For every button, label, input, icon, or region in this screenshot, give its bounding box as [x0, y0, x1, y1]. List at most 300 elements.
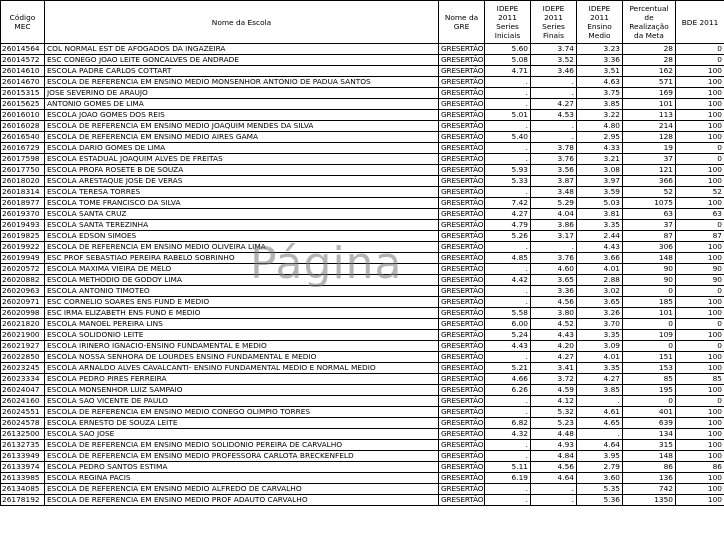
- cell-ideb-finais: 4.52: [531, 319, 577, 330]
- cell-ideb-medio: 3.35: [577, 330, 623, 341]
- header-ideb-medio: IDEPE 2011 Ensino Medio: [577, 1, 623, 44]
- cell-percentual: 121: [623, 165, 676, 176]
- cell-ideb-iniciais: 5.24: [485, 330, 531, 341]
- cell-ideb-iniciais: .: [485, 451, 531, 462]
- cell-code: 26017750: [1, 165, 45, 176]
- cell-gre: GRESERTÃO: [439, 44, 485, 55]
- cell-code: 26015315: [1, 88, 45, 99]
- cell-percentual: 0: [623, 396, 676, 407]
- cell-code: 26016010: [1, 110, 45, 121]
- cell-percentual: 52: [623, 187, 676, 198]
- cell-ideb-iniciais: .: [485, 77, 531, 88]
- cell-ideb-finais: 3.52: [531, 55, 577, 66]
- table-row: [1, 209, 724, 220]
- table-row: [1, 308, 724, 319]
- cell-code: 26019922: [1, 242, 45, 253]
- cell-percentual: 1075: [623, 198, 676, 209]
- cell-ideb-finais: 3.17: [531, 231, 577, 242]
- cell-ideb-medio: .: [577, 396, 623, 407]
- cell-school-name: ESCOLA MONSENHOR LUIZ SAMPAIO: [45, 385, 439, 396]
- table-row: [1, 55, 724, 66]
- cell-ideb-medio: 3.08: [577, 165, 623, 176]
- cell-percentual: 151: [623, 352, 676, 363]
- cell-ideb-finais: 3.72: [531, 374, 577, 385]
- cell-gre: GRESERTÃO: [439, 110, 485, 121]
- cell-ideb-finais: 4.60: [531, 264, 577, 275]
- cell-bde: 100: [676, 363, 724, 374]
- cell-ideb-medio: .: [577, 429, 623, 440]
- cell-ideb-medio: 2.44: [577, 231, 623, 242]
- cell-bde: 52: [676, 187, 724, 198]
- cell-ideb-medio: 4.65: [577, 418, 623, 429]
- cell-bde: 100: [676, 297, 724, 308]
- cell-ideb-medio: 3.85: [577, 385, 623, 396]
- cell-percentual: 90: [623, 264, 676, 275]
- cell-code: 26018020: [1, 176, 45, 187]
- cell-ideb-medio: 4.80: [577, 121, 623, 132]
- cell-code: 26132735: [1, 440, 45, 451]
- cell-school-name: ESCOLA TOME FRANCISCO DA SILVA: [45, 198, 439, 209]
- cell-bde: 100: [676, 110, 724, 121]
- cell-ideb-iniciais: .: [485, 484, 531, 495]
- cell-ideb-iniciais: 4.79: [485, 220, 531, 231]
- cell-gre: GRESERTÃO: [439, 495, 485, 506]
- cell-percentual: 85: [623, 374, 676, 385]
- cell-percentual: 742: [623, 484, 676, 495]
- cell-ideb-iniciais: 5.08: [485, 55, 531, 66]
- cell-code: 26020963: [1, 286, 45, 297]
- cell-school-name: ESCOLA SAO JOSE: [45, 429, 439, 440]
- cell-gre: GRESERTÃO: [439, 77, 485, 88]
- cell-gre: GRESERTÃO: [439, 396, 485, 407]
- table-row: [1, 66, 724, 77]
- cell-ideb-iniciais: 4.71: [485, 66, 531, 77]
- cell-code: 26020971: [1, 297, 45, 308]
- cell-ideb-iniciais: .: [485, 154, 531, 165]
- cell-gre: GRESERTÃO: [439, 429, 485, 440]
- cell-ideb-finais: 4.48: [531, 429, 577, 440]
- cell-percentual: 169: [623, 88, 676, 99]
- cell-percentual: 315: [623, 440, 676, 451]
- table-row: [1, 462, 724, 473]
- cell-school-name: ESCOLA PROFA ROSETE B DE SOUZA: [45, 165, 439, 176]
- table-row: [1, 198, 724, 209]
- cell-code: 26133974: [1, 462, 45, 473]
- cell-gre: GRESERTÃO: [439, 99, 485, 110]
- cell-bde: 100: [676, 484, 724, 495]
- table-row: [1, 451, 724, 462]
- cell-ideb-iniciais: 6.26: [485, 385, 531, 396]
- cell-gre: GRESERTÃO: [439, 451, 485, 462]
- table-row: [1, 220, 724, 231]
- cell-ideb-medio: 3.35: [577, 220, 623, 231]
- cell-school-name: ESCOLA ARESTAQUE JOSE DE VERAS: [45, 176, 439, 187]
- cell-school-name: JOSE SEVERINO DE ARAUJO: [45, 88, 439, 99]
- cell-gre: GRESERTÃO: [439, 198, 485, 209]
- cell-gre: GRESERTÃO: [439, 187, 485, 198]
- cell-ideb-medio: 3.02: [577, 286, 623, 297]
- cell-ideb-medio: 3.21: [577, 154, 623, 165]
- cell-percentual: 37: [623, 154, 676, 165]
- cell-ideb-finais: 3.46: [531, 66, 577, 77]
- cell-school-name: ESCOLA IRINERO IGNACIO-ENSINO FUNDAMENTAL E MEDIO: [45, 341, 439, 352]
- cell-ideb-finais: .: [531, 242, 577, 253]
- cell-percentual: 101: [623, 308, 676, 319]
- cell-ideb-medio: 3.22: [577, 110, 623, 121]
- cell-ideb-medio: 4.64: [577, 440, 623, 451]
- cell-ideb-iniciais: 5.93: [485, 165, 531, 176]
- cell-ideb-medio: 4.01: [577, 264, 623, 275]
- cell-ideb-iniciais: 5.33: [485, 176, 531, 187]
- cell-school-name: ESCOLA MAXIMA VIEIRA DE MELO: [45, 264, 439, 275]
- cell-bde: 100: [676, 451, 724, 462]
- cell-school-name: ESCOLA NOSSA SENHORA DE LOURDES ENSINO FUNDAMENTAL E MEDIO: [45, 352, 439, 363]
- cell-ideb-medio: 4.43: [577, 242, 623, 253]
- cell-gre: GRESERTÃO: [439, 352, 485, 363]
- cell-gre: GRESERTÃO: [439, 220, 485, 231]
- cell-ideb-finais: 4.84: [531, 451, 577, 462]
- table-row: [1, 330, 724, 341]
- cell-ideb-finais: 4.43: [531, 330, 577, 341]
- cell-ideb-finais: 3.87: [531, 176, 577, 187]
- cell-bde: 0: [676, 154, 724, 165]
- cell-school-name: ESC PROF SEBASTIAO PEREIRA RABELO SOBRINHO: [45, 253, 439, 264]
- cell-gre: GRESERTÃO: [439, 484, 485, 495]
- cell-ideb-medio: 2.79: [577, 462, 623, 473]
- cell-ideb-finais: 3.41: [531, 363, 577, 374]
- cell-percentual: 86: [623, 462, 676, 473]
- cell-ideb-finais: .: [531, 132, 577, 143]
- cell-ideb-finais: 4.56: [531, 297, 577, 308]
- cell-code: 26017598: [1, 154, 45, 165]
- cell-code: 26020572: [1, 264, 45, 275]
- cell-bde: 100: [676, 121, 724, 132]
- cell-ideb-medio: 3.35: [577, 363, 623, 374]
- cell-ideb-medio: 3.59: [577, 187, 623, 198]
- cell-ideb-medio: 3.51: [577, 66, 623, 77]
- cell-code: 26020882: [1, 275, 45, 286]
- cell-gre: GRESERTÃO: [439, 440, 485, 451]
- cell-bde: 0: [676, 341, 724, 352]
- cell-bde: 100: [676, 198, 724, 209]
- cell-code: 26133949: [1, 451, 45, 462]
- cell-school-name: ESCOLA ERNESTO DE SOUZA LEITE: [45, 418, 439, 429]
- cell-ideb-finais: 3.36: [531, 286, 577, 297]
- page-watermark: Página: [250, 238, 403, 289]
- cell-ideb-medio: 3.09: [577, 341, 623, 352]
- cell-school-name: ESCOLA EDSON SIMOES: [45, 231, 439, 242]
- cell-gre: GRESERTÃO: [439, 231, 485, 242]
- cell-gre: GRESERTÃO: [439, 253, 485, 264]
- table-row: [1, 176, 724, 187]
- table-row: [1, 286, 724, 297]
- table-row: [1, 121, 724, 132]
- header-row: [1, 1, 724, 44]
- cell-gre: GRESERTÃO: [439, 385, 485, 396]
- cell-bde: 100: [676, 308, 724, 319]
- cell-bde: 85: [676, 374, 724, 385]
- cell-code: 26018977: [1, 198, 45, 209]
- cell-ideb-iniciais: .: [485, 121, 531, 132]
- cell-bde: 63: [676, 209, 724, 220]
- cell-ideb-iniciais: .: [485, 407, 531, 418]
- cell-percentual: 195: [623, 385, 676, 396]
- cell-gre: GRESERTÃO: [439, 418, 485, 429]
- cell-school-name: ESCOLA DE REFERENCIA EM ENSINO MEDIO PROF ADAUTO CARVALHO: [45, 495, 439, 506]
- cell-ideb-iniciais: .: [485, 242, 531, 253]
- cell-ideb-medio: 2.88: [577, 275, 623, 286]
- cell-ideb-finais: 3.78: [531, 143, 577, 154]
- table-row: [1, 275, 724, 286]
- cell-code: 26022850: [1, 352, 45, 363]
- cell-percentual: 19: [623, 143, 676, 154]
- cell-code: 26134085: [1, 484, 45, 495]
- cell-school-name: ESCOLA ANTONIO TIMOTEO: [45, 286, 439, 297]
- cell-bde: 0: [676, 396, 724, 407]
- cell-ideb-iniciais: 6.00: [485, 319, 531, 330]
- cell-percentual: 148: [623, 451, 676, 462]
- table-row: [1, 440, 724, 451]
- cell-ideb-iniciais: 4.66: [485, 374, 531, 385]
- cell-code: 26016729: [1, 143, 45, 154]
- cell-gre: GRESERTÃO: [439, 165, 485, 176]
- cell-school-name: ESCOLA DE REFERENCIA EM ENSINO MEDIO PROFESSORA CARLOTA BRECKENFELD: [45, 451, 439, 462]
- cell-school-name: ESCOLA DE REFERENCIA EM ENSINO MEDIO CONEGO OLIMPIO TORRES: [45, 407, 439, 418]
- table-row: [1, 429, 724, 440]
- cell-ideb-medio: 4.63: [577, 77, 623, 88]
- table-row: [1, 495, 724, 506]
- cell-bde: 100: [676, 352, 724, 363]
- cell-gre: GRESERTÃO: [439, 132, 485, 143]
- cell-code: 26023245: [1, 363, 45, 374]
- header-ideb-iniciais: IDEPE 2011 Series Iniciais: [485, 1, 531, 44]
- cell-code: 26024160: [1, 396, 45, 407]
- table-row: [1, 132, 724, 143]
- table-row: [1, 187, 724, 198]
- cell-school-name: ESCOLA DE REFERENCIA EM ENSINO MEDIO OLIVEIRA LIMA: [45, 242, 439, 253]
- cell-percentual: 639: [623, 418, 676, 429]
- cell-gre: GRESERTÃO: [439, 121, 485, 132]
- cell-gre: GRESERTÃO: [439, 473, 485, 484]
- cell-ideb-iniciais: 5.21: [485, 363, 531, 374]
- cell-code: 26016540: [1, 132, 45, 143]
- header-ideb-finais: IDEPE 2011 Series Finais: [531, 1, 577, 44]
- cell-ideb-medio: 3.75: [577, 88, 623, 99]
- cell-school-name: ESCOLA ESTADUAL JOAQUIM ALVES DE FREITAS: [45, 154, 439, 165]
- cell-code: 26133985: [1, 473, 45, 484]
- header-school-name: Nome da Escola: [45, 1, 439, 44]
- cell-school-name: ESCOLA DE REFERENCIA EM ENSINO MEDIO ALFREDO DE CARVALHO: [45, 484, 439, 495]
- cell-school-name: ESCOLA PEDRO SANTOS ESTIMA: [45, 462, 439, 473]
- cell-gre: GRESERTÃO: [439, 154, 485, 165]
- cell-school-name: ESCOLA DE REFERENCIA EM ENSINO MEDIO MONSENHOR ANTONIO DE PADUA SANTOS: [45, 77, 439, 88]
- cell-bde: 0: [676, 220, 724, 231]
- header-gre: Nome da GRE: [439, 1, 485, 44]
- cell-ideb-finais: 4.64: [531, 473, 577, 484]
- cell-school-name: ESCOLA REGINA PACIS: [45, 473, 439, 484]
- cell-ideb-iniciais: 5.01: [485, 110, 531, 121]
- table-row: [1, 44, 724, 55]
- cell-school-name: ESCOLA METHODIO DE GODOY LIMA: [45, 275, 439, 286]
- cell-code: 26024047: [1, 385, 45, 396]
- cell-percentual: 136: [623, 473, 676, 484]
- cell-bde: 0: [676, 319, 724, 330]
- cell-ideb-medio: 3.97: [577, 176, 623, 187]
- cell-ideb-iniciais: .: [485, 297, 531, 308]
- cell-ideb-finais: 3.74: [531, 44, 577, 55]
- table-row: [1, 407, 724, 418]
- cell-ideb-finais: 3.65: [531, 275, 577, 286]
- cell-ideb-iniciais: 4.85: [485, 253, 531, 264]
- cell-school-name: ESCOLA ARNALDO ALVES CAVALCANTI- ENSINO FUNDAMENTAL MEDIO E NORMAL MEDIO: [45, 363, 439, 374]
- cell-bde: 100: [676, 176, 724, 187]
- table-row: [1, 341, 724, 352]
- cell-ideb-finais: 4.53: [531, 110, 577, 121]
- cell-ideb-medio: 5.03: [577, 198, 623, 209]
- table-row: [1, 154, 724, 165]
- cell-ideb-iniciais: 6.82: [485, 418, 531, 429]
- cell-code: 26178192: [1, 495, 45, 506]
- cell-percentual: 28: [623, 44, 676, 55]
- cell-percentual: 0: [623, 319, 676, 330]
- cell-percentual: 63: [623, 209, 676, 220]
- cell-school-name: ESCOLA SOLIDONIO LEITE: [45, 330, 439, 341]
- cell-ideb-iniciais: 4.27: [485, 209, 531, 220]
- cell-ideb-medio: 4.01: [577, 352, 623, 363]
- table-row: [1, 473, 724, 484]
- cell-bde: 100: [676, 473, 724, 484]
- cell-ideb-medio: 5.36: [577, 495, 623, 506]
- cell-bde: 100: [676, 429, 724, 440]
- cell-ideb-iniciais: .: [485, 99, 531, 110]
- cell-school-name: ESCOLA JOAO GOMES DOS REIS: [45, 110, 439, 121]
- cell-school-name: ESCOLA SANTA TEREZINHA: [45, 220, 439, 231]
- cell-school-name: ESCOLA PEDRO PIRES FERREIRA: [45, 374, 439, 385]
- cell-code: 26014572: [1, 55, 45, 66]
- cell-ideb-iniciais: 7.42: [485, 198, 531, 209]
- cell-ideb-medio: 3.66: [577, 253, 623, 264]
- cell-bde: 100: [676, 495, 724, 506]
- cell-code: 26132500: [1, 429, 45, 440]
- table-row: [1, 242, 724, 253]
- cell-ideb-finais: 3.56: [531, 165, 577, 176]
- cell-ideb-medio: 3.60: [577, 473, 623, 484]
- cell-bde: 0: [676, 44, 724, 55]
- cell-ideb-finais: .: [531, 495, 577, 506]
- cell-gre: GRESERTÃO: [439, 264, 485, 275]
- cell-percentual: 153: [623, 363, 676, 374]
- cell-ideb-medio: 4.33: [577, 143, 623, 154]
- cell-gre: GRESERTÃO: [439, 330, 485, 341]
- cell-ideb-finais: 5.29: [531, 198, 577, 209]
- cell-ideb-iniciais: 5.26: [485, 231, 531, 242]
- cell-percentual: 87: [623, 231, 676, 242]
- table-row: [1, 88, 724, 99]
- cell-code: 26021820: [1, 319, 45, 330]
- cell-bde: 87: [676, 231, 724, 242]
- cell-ideb-iniciais: 4.43: [485, 341, 531, 352]
- cell-percentual: 134: [623, 429, 676, 440]
- cell-code: 26019370: [1, 209, 45, 220]
- cell-percentual: 185: [623, 297, 676, 308]
- cell-gre: GRESERTÃO: [439, 319, 485, 330]
- cell-gre: GRESERTÃO: [439, 275, 485, 286]
- cell-percentual: 162: [623, 66, 676, 77]
- cell-school-name: ANTONIO GOMES DE LIMA: [45, 99, 439, 110]
- cell-school-name: ESC IRMA ELIZABETH ENS FUND E MEDIO: [45, 308, 439, 319]
- cell-ideb-medio: 3.36: [577, 55, 623, 66]
- cell-code: 26023334: [1, 374, 45, 385]
- cell-ideb-finais: .: [531, 121, 577, 132]
- cell-school-name: ESCOLA DE REFERENCIA EM ENSINO MEDIO AIRES GAMA: [45, 132, 439, 143]
- table-row: [1, 165, 724, 176]
- cell-code: 26014670: [1, 77, 45, 88]
- cell-ideb-medio: 3.70: [577, 319, 623, 330]
- cell-bde: 100: [676, 132, 724, 143]
- cell-ideb-medio: 3.26: [577, 308, 623, 319]
- cell-school-name: ESCOLA TERESA TORRES: [45, 187, 439, 198]
- cell-bde: 100: [676, 407, 724, 418]
- cell-bde: 0: [676, 143, 724, 154]
- cell-gre: GRESERTÃO: [439, 407, 485, 418]
- table-body: [1, 44, 724, 506]
- cell-code: 26016028: [1, 121, 45, 132]
- cell-bde: 100: [676, 418, 724, 429]
- cell-ideb-iniciais: .: [485, 396, 531, 407]
- cell-code: 26014564: [1, 44, 45, 55]
- cell-ideb-iniciais: .: [485, 440, 531, 451]
- table-row: [1, 99, 724, 110]
- cell-percentual: 28: [623, 55, 676, 66]
- cell-school-name: COL NORMAL EST DE AFOGADOS DA INGAZEIRA: [45, 44, 439, 55]
- cell-ideb-iniciais: .: [485, 495, 531, 506]
- cell-percentual: 1350: [623, 495, 676, 506]
- cell-ideb-finais: 3.76: [531, 253, 577, 264]
- cell-bde: 100: [676, 99, 724, 110]
- cell-ideb-iniciais: .: [485, 352, 531, 363]
- header-bde: BDE 2011: [676, 1, 724, 44]
- cell-ideb-iniciais: .: [485, 143, 531, 154]
- cell-gre: GRESERTÃO: [439, 297, 485, 308]
- cell-ideb-finais: 3.80: [531, 308, 577, 319]
- cell-gre: GRESERTÃO: [439, 341, 485, 352]
- cell-gre: GRESERTÃO: [439, 308, 485, 319]
- cell-school-name: ESCOLA PADRE CARLOS COTTART: [45, 66, 439, 77]
- cell-bde: 100: [676, 330, 724, 341]
- cell-percentual: 113: [623, 110, 676, 121]
- cell-school-name: ESCOLA MANOEL PEREIRA LINS: [45, 319, 439, 330]
- cell-code: 26019949: [1, 253, 45, 264]
- table-row: [1, 297, 724, 308]
- cell-percentual: 0: [623, 341, 676, 352]
- cell-code: 26015625: [1, 99, 45, 110]
- cell-ideb-finais: 4.04: [531, 209, 577, 220]
- cell-ideb-finais: 3.48: [531, 187, 577, 198]
- cell-code: 26024551: [1, 407, 45, 418]
- cell-ideb-medio: 5.35: [577, 484, 623, 495]
- table-row: [1, 396, 724, 407]
- cell-ideb-medio: 4.27: [577, 374, 623, 385]
- cell-bde: 90: [676, 275, 724, 286]
- cell-percentual: 571: [623, 77, 676, 88]
- cell-bde: 90: [676, 264, 724, 275]
- cell-bde: 86: [676, 462, 724, 473]
- cell-ideb-iniciais: 6.19: [485, 473, 531, 484]
- table-row: [1, 253, 724, 264]
- cell-code: 26024578: [1, 418, 45, 429]
- cell-ideb-finais: 4.12: [531, 396, 577, 407]
- cell-ideb-finais: 3.86: [531, 220, 577, 231]
